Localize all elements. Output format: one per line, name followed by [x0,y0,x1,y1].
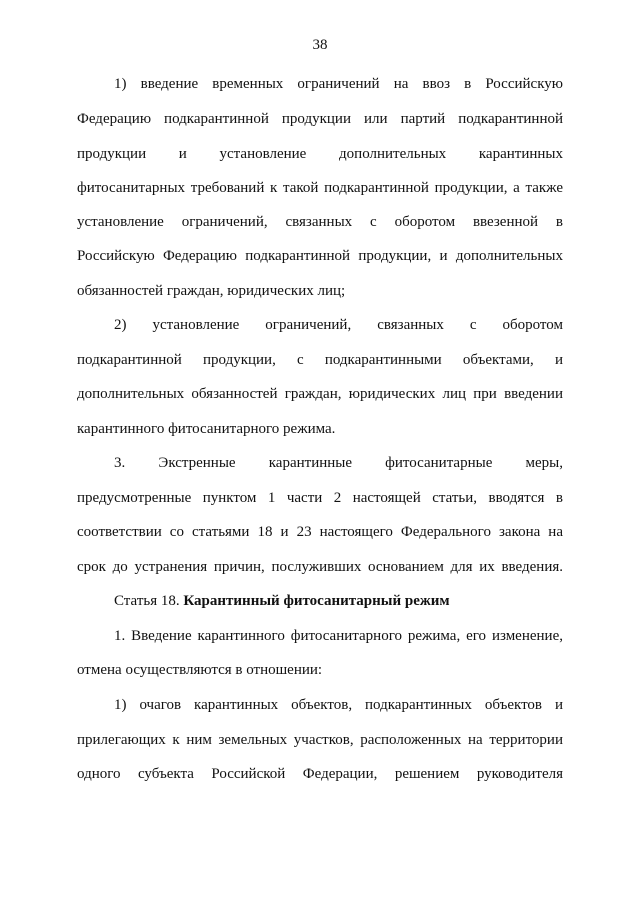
page-number: 38 [312,37,328,53]
text-line: отмена осуществляются в отношении: [77,662,323,678]
article-title: Карантинный фитосанитарный режим [183,593,450,609]
text-line: установление ограничений, связанных с оборотом ввезенной в [77,214,563,230]
article-number: Статья 18. [114,593,180,609]
text-line: 2) установление ограничений, связанных с оборотом [114,317,563,333]
article-heading [114,591,563,611]
text-line: срок до устранения причин, послуживших основанием для их введения. [77,559,563,575]
text-line: 1. Введение карантинного фитосанитарного режима, его изменение, [114,628,563,644]
text-line: подкарантинной продукции, с подкарантинными объектами, и [77,352,563,368]
text-line: обязанностей граждан, юридических лиц; [77,283,346,299]
text-line: фитосанитарных требований к такой подкарантинной продукции, а также [77,180,563,196]
text-line: 3. Экстренные карантинные фитосанитарные меры, [114,455,563,471]
text-line: прилегающих к ним земельных участков, расположенных на территории [77,732,563,748]
text-line: продукции и установление дополнительных карантинных [77,146,563,162]
text-line: 1) очагов карантинных объектов, подкарантинных объектов и [114,697,563,713]
text-line: Федерацию подкарантинной продукции или партий подкарантинной [77,111,563,127]
text-line: карантинного фитосанитарного режима. [77,421,336,437]
text-line: предусмотренные пунктом 1 части 2 настоящей статьи, вводятся в [77,490,563,506]
text-line: Российскую Федерацию подкарантинной продукции, и дополнительных [77,248,563,264]
text-line: дополнительных обязанностей граждан, юридических лиц при введении [77,386,563,402]
text-line: соответствии со статьями 18 и 23 настоящего Федерального закона на [77,524,563,540]
text-line: 1) введение временных ограничений на ввоз в Российскую [114,76,563,92]
text-line: одного субъекта Российской Федерации, решением руководителя [77,766,563,782]
